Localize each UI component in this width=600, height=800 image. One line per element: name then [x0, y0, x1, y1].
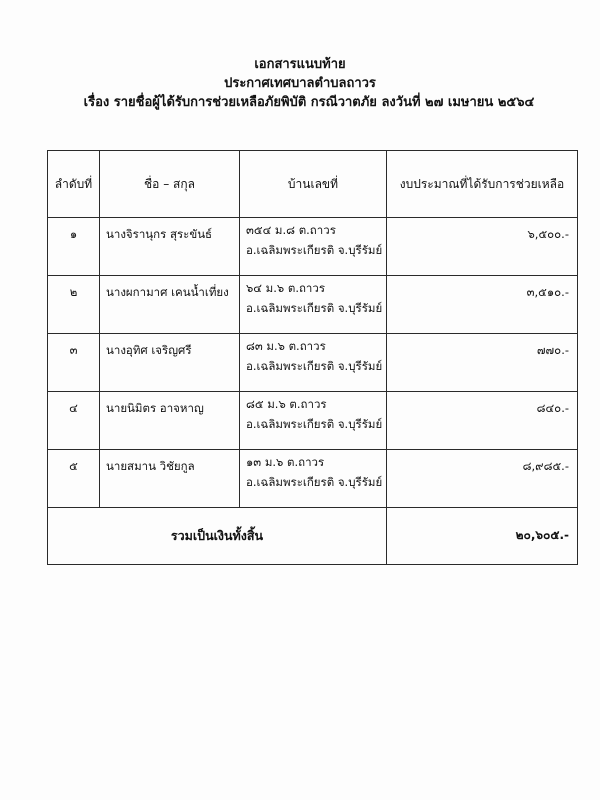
aid-amount: ๓,๕๑๐.- [387, 276, 578, 334]
row-number: ๒ [48, 276, 100, 334]
address-line-2: อ.เฉลิมพระเกียรติ จ.บุรีรัมย์ [246, 359, 383, 373]
recipient-name: นางจิรานุกร สุระขันธ์ [100, 218, 240, 276]
aid-amount: ๘๔๐.- [387, 392, 578, 450]
announcement-title: ประกาศเทศบาลตำบลถาวร [224, 76, 376, 91]
recipient-address [240, 392, 387, 450]
column-header-amount: งบประมาณที่ได้รับการช่วยเหลือ [387, 151, 578, 218]
address-line-2: อ.เฉลิมพระเกียรติ จ.บุรีรัมย์ [246, 475, 383, 489]
column-header-no: ลำดับที่ [48, 151, 100, 218]
recipient-address [240, 334, 387, 392]
attachment-title: เอกสารแนบท้าย [254, 57, 346, 72]
recipient-name: นางผกามาศ เคนน้ำเที่ยง [100, 276, 240, 334]
column-header-address: บ้านเลขที่ [240, 151, 387, 218]
recipient-address [240, 218, 387, 276]
recipient-name: นายสมาน วิชัยกูล [100, 450, 240, 508]
address-line-2: อ.เฉลิมพระเกียรติ จ.บุรีรัมย์ [246, 243, 383, 257]
row-number: ๑ [48, 218, 100, 276]
row-number: ๕ [48, 450, 100, 508]
address-line-1: ๖๔ ม.๖ ต.ถาวร [246, 281, 326, 295]
table-row [48, 276, 578, 334]
address-line-1: ๓๕๔ ม.๘ ต.ถาวร [246, 223, 336, 237]
table-row [48, 450, 578, 508]
recipient-name: นายนิมิตร อาจหาญ [100, 392, 240, 450]
total-row [48, 508, 578, 565]
address-line-1: ๘๓ ม.๖ ต.ถาวร [246, 339, 326, 353]
subject-line: เรื่อง รายชื่อผู้ได้รับการช่วยเหลือภัยพิบัติ กรณีวาตภัย ลงวันที่ ๒๗ เมษายน ๒๕๖๔ [83, 95, 535, 110]
table-row [48, 334, 578, 392]
row-number: ๔ [48, 392, 100, 450]
aid-amount: ๖,๕๐๐.- [387, 218, 578, 276]
recipient-address [240, 450, 387, 508]
total-amount: ๒๐,๖๐๕.- [387, 508, 578, 565]
table-header-row [48, 151, 578, 218]
column-header-name: ชื่อ – สกุล [100, 151, 240, 218]
total-label: รวมเป็นเงินทั้งสิ้น [48, 508, 387, 565]
address-line-2: อ.เฉลิมพระเกียรติ จ.บุรีรัมย์ [246, 301, 383, 315]
address-line-1: ๑๓ ม.๖ ต.ถาวร [246, 455, 325, 469]
aid-amount: ๘,๙๘๕.- [387, 450, 578, 508]
aid-amount: ๗๗๐.- [387, 334, 578, 392]
table-row [48, 218, 578, 276]
row-number: ๓ [48, 334, 100, 392]
address-line-2: อ.เฉลิมพระเกียรติ จ.บุรีรัมย์ [246, 417, 383, 431]
recipient-address [240, 276, 387, 334]
table-row [48, 392, 578, 450]
recipient-name: นางอุทิศ เจริญศรี [100, 334, 240, 392]
address-line-1: ๘๕ ม.๖ ต.ถาวร [246, 397, 327, 411]
document-header [0, 55, 600, 112]
recipients-table [47, 150, 578, 565]
